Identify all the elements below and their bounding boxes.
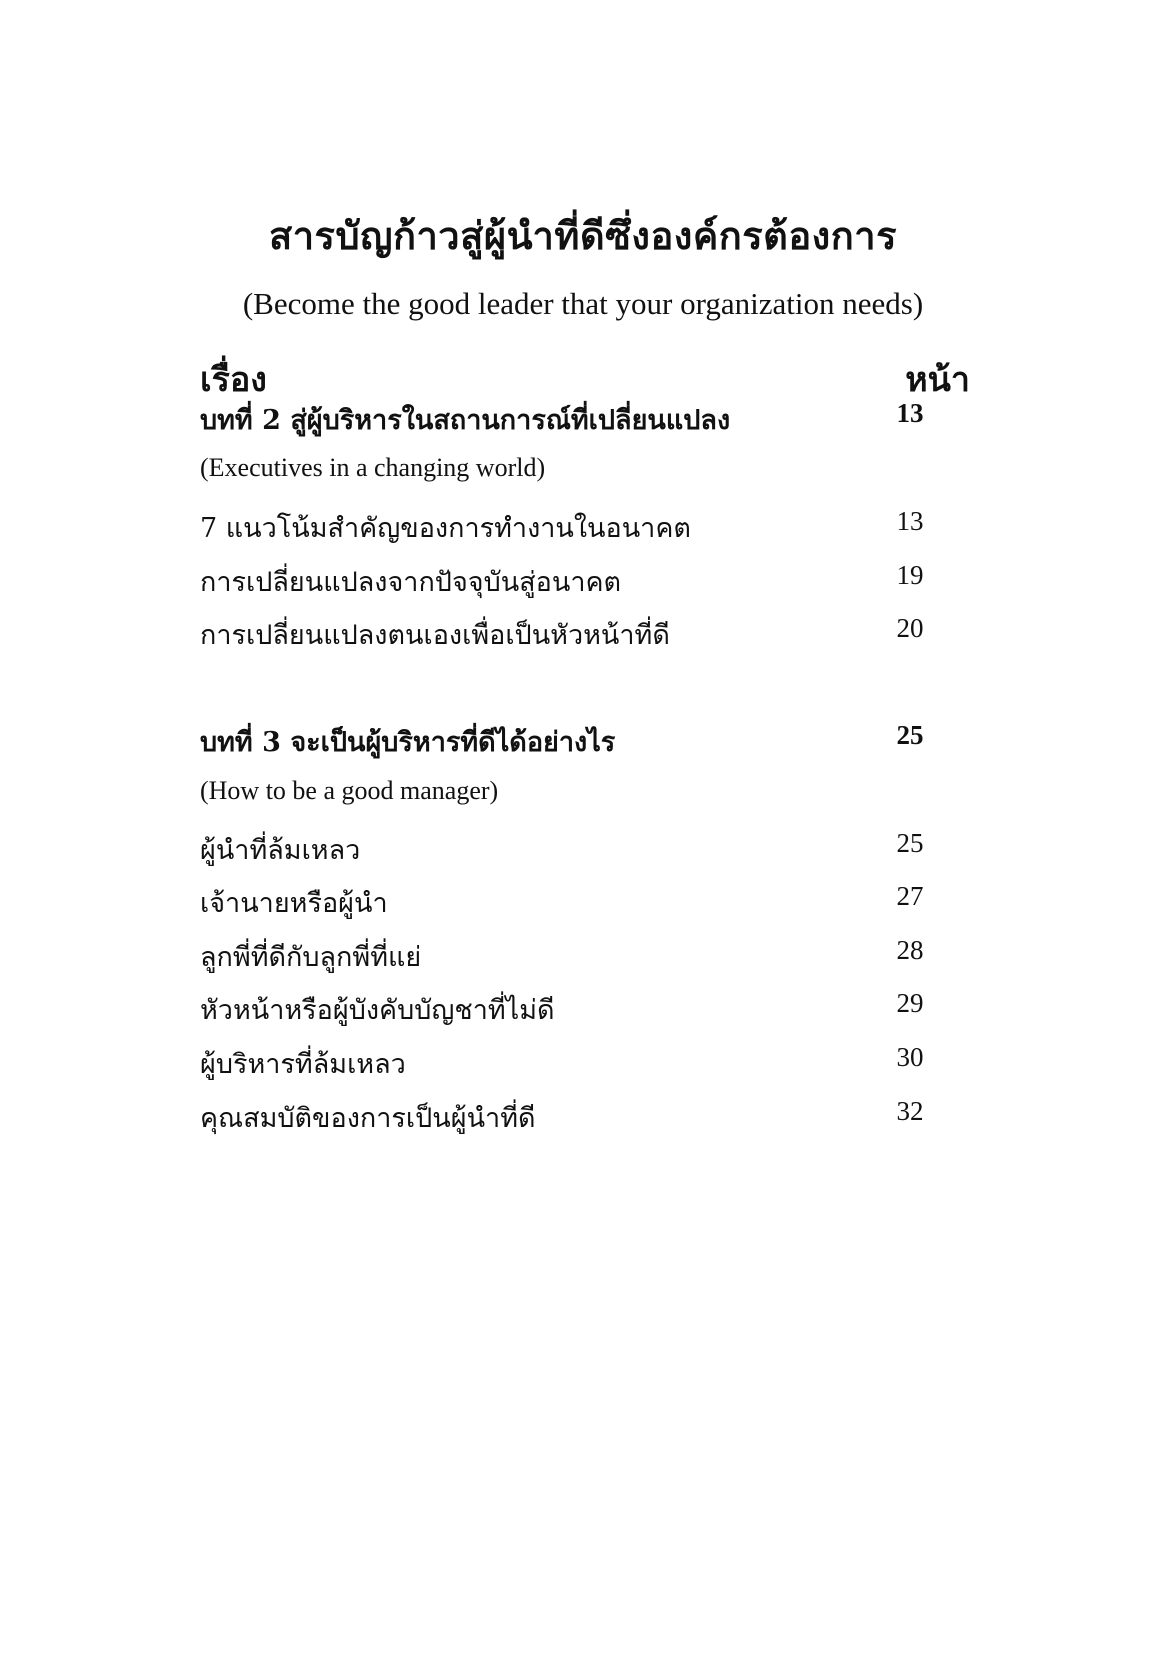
toc-item-label: การเปลี่ยนแปลงจากปัจจุบันสู่อนาคต — [200, 567, 622, 598]
toc-item-page: 19 — [896, 560, 924, 590]
toc-item-page: 29 — [896, 988, 924, 1018]
chapter-2-row — [200, 398, 940, 438]
toc-item — [200, 506, 940, 546]
toc-item-page: 30 — [896, 1042, 924, 1072]
toc-item-page: 27 — [896, 881, 924, 911]
toc-header — [200, 352, 970, 400]
chapter-3-row — [200, 720, 940, 760]
toc-item — [200, 988, 940, 1028]
toc-item-page: 28 — [896, 935, 924, 965]
toc-item — [200, 1096, 940, 1136]
page-column-label: หน้า — [905, 360, 970, 400]
toc-item — [200, 560, 940, 600]
toc-item — [200, 881, 940, 921]
toc-item-page: 25 — [896, 828, 924, 858]
toc-item — [200, 613, 940, 653]
toc-item-label: คุณสมบัติของการเป็นผู้นำที่ดี — [200, 1103, 536, 1134]
chapter-3-english-row — [200, 776, 940, 816]
chapter-3-english-title: (How to be a good manager) — [200, 776, 499, 805]
toc-item-label: ผู้นำที่ล้มเหลว — [200, 835, 361, 866]
toc-item-label: 7 แนวโน้มสำคัญของการทำงานในอนาคต — [200, 513, 691, 544]
chapter-2-english-row — [200, 453, 940, 493]
toc-item — [200, 828, 940, 868]
toc-item-label: หัวหน้าหรือผู้บังคับบัญชาที่ไม่ดี — [200, 995, 555, 1026]
chapter-2-english-title: (Executives in a changing world) — [200, 453, 546, 482]
toc-item-label: การเปลี่ยนแปลงตนเองเพื่อเป็นหัวหน้าที่ดี — [200, 620, 670, 651]
toc-item-label: ลูกพี่ที่ดีกับลูกพี่ที่แย่ — [200, 942, 422, 973]
toc-subtitle: (Become the good leader that your organization needs) — [242, 286, 924, 321]
toc-item — [200, 935, 940, 975]
topic-column-label: เรื่อง — [200, 360, 267, 400]
toc-item-label: ผู้บริหารที่ล้มเหลว — [200, 1049, 406, 1080]
toc-item — [200, 1042, 940, 1082]
toc-item-page: 32 — [896, 1096, 924, 1126]
chapter-2-page: 13 — [896, 398, 924, 428]
chapter-3-title: บทที่ 3 จะเป็นผู้บริหารที่ดีได้อย่างไร — [200, 727, 616, 758]
toc-item-page: 20 — [896, 613, 924, 643]
toc-title: สารบัญก้าวสู่ผู้นำที่ดีซึ่งองค์กรต้องการ — [269, 213, 897, 258]
chapter-3-page: 25 — [896, 720, 924, 750]
toc-item-page: 13 — [896, 506, 924, 536]
chapter-2-title: บทที่ 2 สู่ผู้บริหารในสถานการณ์ที่เปลี่ยนแปลง — [200, 405, 731, 436]
toc-item-label: เจ้านายหรือผู้นำ — [200, 888, 388, 919]
